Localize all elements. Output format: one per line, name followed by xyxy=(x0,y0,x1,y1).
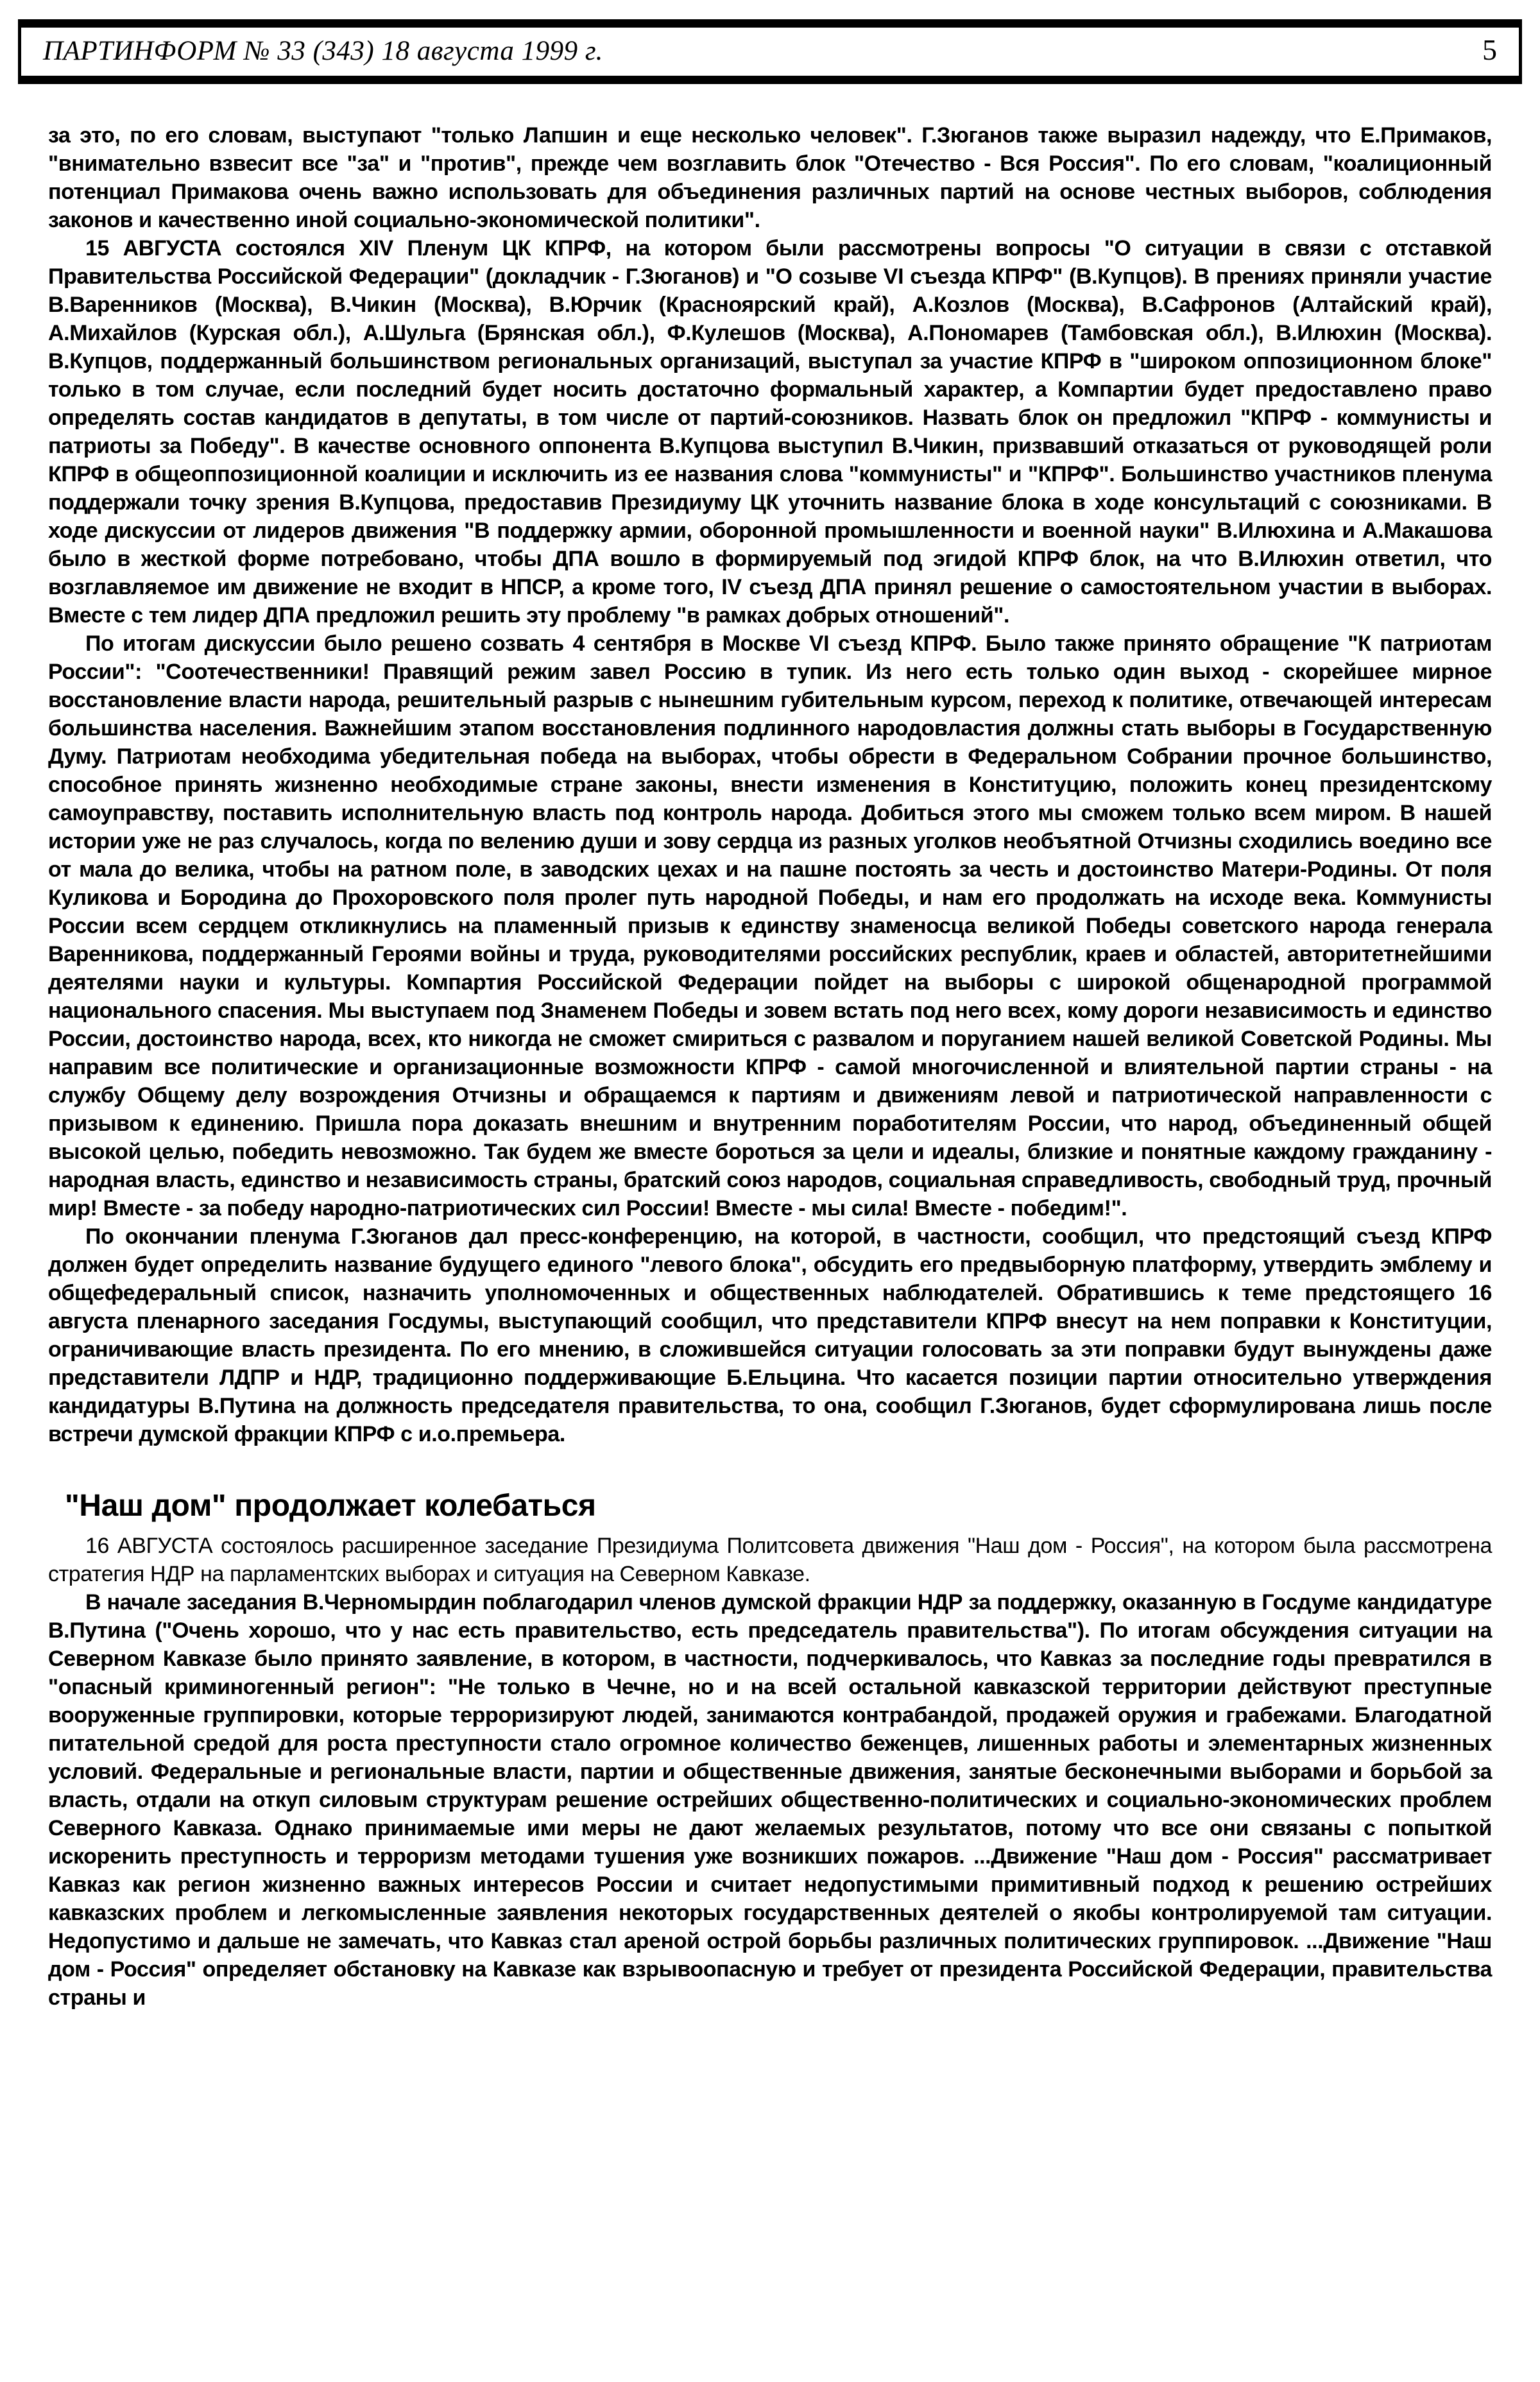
masthead xyxy=(18,19,1522,84)
paragraph-plenum-15-august: 15 АВГУСТА состоялся XIV Пленум ЦК КПРФ, на котором были рассмотрены вопросы "О ситуации в связи с отставкой Правительства Российской Федерации" (докладчик - Г.Зюганов) и "О созыве VI съезда КПРФ" (В.Купцов). В прениях приняли участие В.Варенников (Москва), В.Чикин (Москва), В.Юрчик (Красноярский край), А.Козлов (Москва), В.Сафронов (Алтайский край), А.Михайлов (Курская обл.), А.Шульга (Брянская обл.), Ф.Кулешов (Москва), А.Пономарев (Тамбовская обл.), В.Илюхин (Москва). В.Купцов, поддержанный большинством региональных организаций, выступал за участие КПРФ в "широком оппозиционном блоке" только в том случае, если последний будет носить достаточно формальный характер, а Компартии будет предоставлено право определять состав кандидатов в депутаты, в том числе от партий-союзников. Назвать блок он предложил "КПРФ - коммунисты и патриоты за Победу". В качестве основного оппонента В.Купцова выступил В.Чикин, призвавший отказаться от руководящей роли КПРФ в общеоппозиционной коалиции и исключить из ее названия слова "коммунисты" и "КПРФ". Большинство участников пленума поддержали точку зрения В.Купцова, предоставив Президиуму ЦК уточнить название блока в ходе консультаций с союзниками. В ходе дискуссии от лидеров движения "В поддержку армии, оборонной промышленности и военной науки" В.Илюхина и А.Макашова было в жесткой форме потребовано, чтобы ДПА вошло в формируемый под эгидой КПРФ блок, на что В.Илюхин ответил, что возглавляемое им движение не входит в НПСР, а кроме того, IV съезд ДПА принял решение о самостоятельном участии в выборах. Вместе с тем лидер ДПА предложил решить эту проблему "в рамках добрых отношений". xyxy=(48,236,1492,628)
paragraph-ndr-lead: 16 АВГУСТА состоялось расширенное заседание Президиума Политсовета движения "Наш дом - Россия", на котором была рассмотрена стратегия НДР на парламентских выборах и ситуация на Северном Кавказе. xyxy=(48,1534,1492,1586)
paragraph-appeal-to-patriots: По итогам дискуссии было решено созвать 4 сентября в Москве VI съезд КПРФ. Было также принято обращение "К патриотам России": "Соотечественники! Правящий режим завел Россию в тупик. Из него есть только один выход - скорейшее мирное восстановление власти народа, решительный разрыв с нынешним губительным курсом, переход к политике, отвечающей интересам большинства населения. Важнейшим этапом восстановления подлинного народовластия должны стать выборы в Государственную Думу. Патриотам необходима убедительная победа на выборах, чтобы обрести в Федеральном Собрании прочное большинство, способное принять жизненно необходимые стране законы, внести изменения в Конституцию, положить конец президентскому самоуправству, поставить исполнительную власть под контроль народа. Добиться этого мы сможем только всем миром. В нашей истории уже не раз случалось, когда по велению души и зову сердца из разных уголков необъятной Отчизны сходились воедино все от мала до велика, чтобы на ратном поле, в заводских цехах и на пашне постоять за честь и достоинство Матери-Родины. От поля Куликова и Бородина до Прохоровского поля пролег путь народной Победы, и нам его продолжать на исходе века. Коммунисты России всем сердцем откликнулись на пламенный призыв к единству знаменосца великой Победы советского народа генерала Варенникова, поддержанный Героями войны и труда, руководителями российских республик, краев и областей, авторитетнейшими деятелями науки и культуры. Компартия Российской Федерации пойдет на выборы с широкой общенародной программой национального спасения. Мы выступаем под Знаменем Победы и зовем встать под него всех, кому дороги независимость и единство России, достоинство народа, всех, кто никогда не сможет смириться с развалом и поруганием нашей великой Советской Родины. Мы направим все политические и организационные возможности КПРФ - самой многочисленной и влиятельной партии страны - на службу Общему делу возрождения Отчизны и обращаемся к партиям и движениям левой и патриотической направленности с призывом к единению. Пришла пора доказать внешним и внутренним поработителям России, что народ, объединенный общей высокой целью, победить невозможно. Так будем же вместе бороться за цели и идеалы, близкие и понятные каждому гражданину - народная власть, единство и независимость страны, братский союз народов, социальная справедливость, свободный труд, прочный мир! Вместе - за победу народно-патриотических сил России! Вместе - мы сила! Вместе - победим!". xyxy=(48,631,1492,1221)
masthead-title: ПАРТИНФОРМ № 33 (343) 18 августа 1999 г. xyxy=(43,36,603,66)
paragraph-continuation: за это, по его словам, выступают "только Лапшин и еще несколько человек". Г.Зюганов также выразил надежду, что Е.Примаков, "внимательно взвесит все "за" и "против", прежде чем возглавить блок "Отечество - Вся Россия". По его словам, "коалиционный потенциал Примакова очень важно использовать для объединения различных партий на основе честных выборов, соблюдения законов и качественно иной социально-экономической политики". xyxy=(48,123,1492,232)
section-heading-nash-dom: "Наш дом" продолжает колебаться xyxy=(65,1489,596,1523)
article-ndr-body xyxy=(48,1532,1492,2012)
paragraph-press-conference: По окончании пленума Г.Зюганов дал пресс-конференцию, на которой, в частности, сообщил, что предстоящий съезд КПРФ должен будет определить название будущего единого "левого блока", обсудить его предвыборную платформу, утвердить эмблему и общефедеральный список, назначить уполномоченных и общественных наблюдателей. Обратившись к теме предстоящего 16 августа пленарного заседания Госдумы, выступающий сообщил, что представители КПРФ внесут на нем поправки к Конституции, ограничивающие власть президента. По его мнению, в сложившейся ситуации голосовать за эти поправки будут вынуждены даже представители ЛДПР и НДР, традиционно поддерживающие Б.Ельцина. Что касается позиции партии относительно утверждения кандидатуры В.Путина на должность председателя правительства, то она, сообщил Г.Зюганов, будет сформулирована лишь после встречи думской фракции КПРФ с и.о.премьера. xyxy=(48,1224,1492,1446)
paragraph-ndr-session: В начале заседания В.Черномырдин поблагодарил членов думской фракции НДР за поддержку, оказанную в Госдуме кандидатуре В.Путина ("Очень хорошо, что у нас есть правительство, есть председатель правительства"). По итогам обсуждения ситуации на Северном Кавказе было принято заявление, в котором, в частности, подчеркивалось, что Кавказ за последние годы превратился в "опасный криминогенный регион": "Не только в Чечне, но и на всей остальной кавказской территории действуют преступные вооруженные группировки, которые терроризируют людей, занимаются контрабандой, продажей оружия и грабежами. Благодатной питательной средой для роста преступности стало огромное количество беженцев, лишенных работы и элементарных жизненных условий. Федеральные и региональные власти, партии и общественные движения, занятые бесконечными выборами и борьбой за власть, отдали на откуп силовым структурам решение острейших общественно-политических и социально-экономических проблем Северного Кавказа. Однако принимаемые ими меры не дают желаемых результатов, потому что все они связаны с попыткой искоренить преступность и терроризм методами тушения уже возникших пожаров. ...Движение "Наш дом - Россия" рассматривает Кавказ как регион жизненно важных интересов России и считает недопустимыми примитивный подход к решению острейших кавказских проблем и легкомысленные заявления некоторых государственных деятелей о якобы контролируемой там ситуации. Недопустимо и дальше не замечать, что Кавказ стал ареной острой борьбы различных политических группировок. ...Движение "Наш дом - Россия" определяет обстановку на Кавказе как взрывоопасную и требует от президента Российской Федерации, правительства страны и xyxy=(48,1590,1492,2010)
article-kprf-body xyxy=(48,121,1492,1448)
page-number: 5 xyxy=(1482,33,1497,66)
